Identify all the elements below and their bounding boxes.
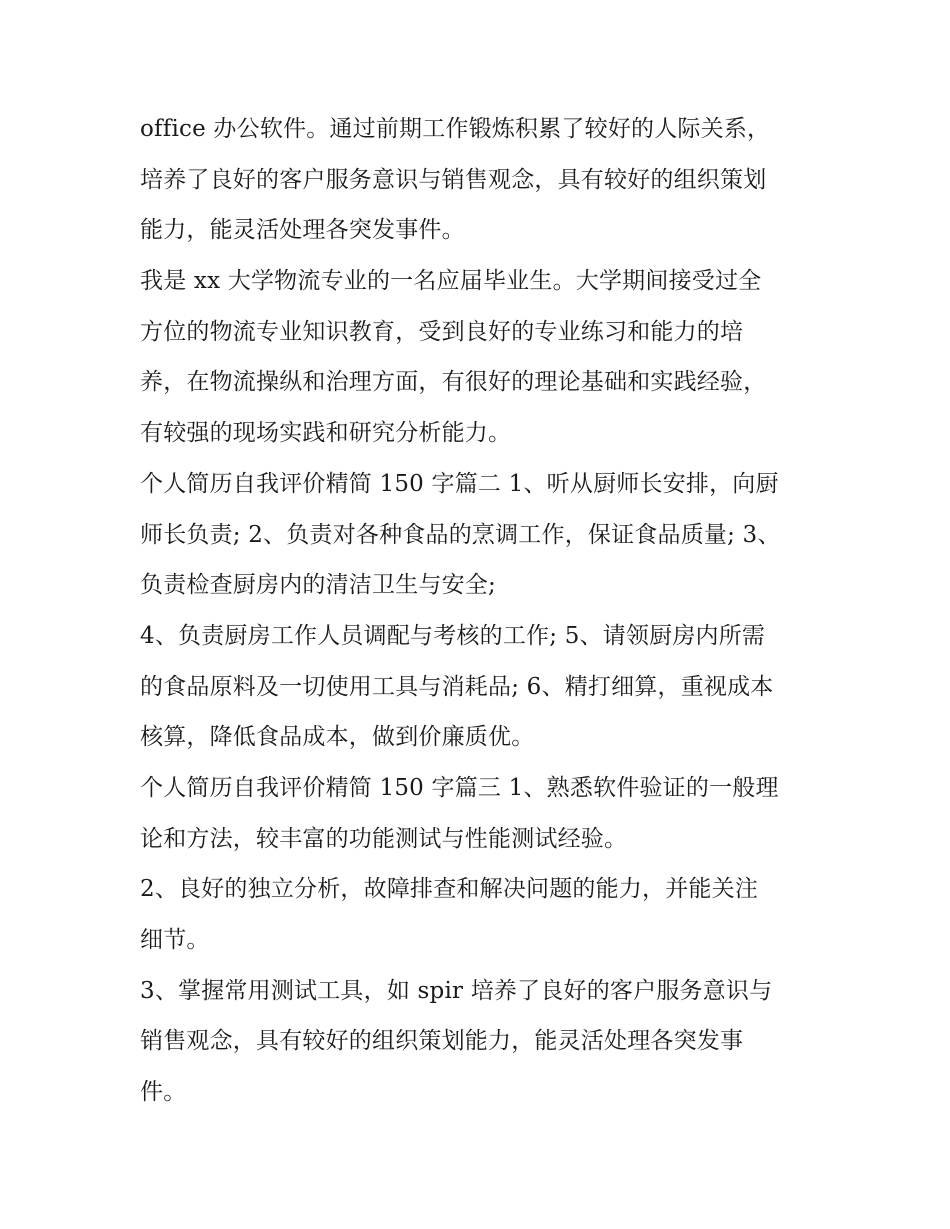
text-line-14: 个人简历自我评价精简 150 字篇三 1、熟悉软件验证的一般理	[140, 774, 779, 801]
text-line-3: 能力，能灵活处理各突发事件。	[140, 217, 465, 244]
text-line-20: 件。	[140, 1079, 187, 1106]
text-line-12: 的食品原料及一切使用工具与消耗品; 6、精打细算，重视成本	[140, 673, 774, 700]
text-line-19: 销售观念，具有较好的组织策划能力，能灵活处理各突发事	[140, 1028, 744, 1055]
text-line-9: 师长负责; 2、负责对各种食品的烹调工作，保证食品质量; 3、	[140, 521, 781, 548]
text-line-10: 负责检查厨房内的清洁卫生与安全;	[140, 572, 496, 599]
text-line-16: 2、良好的独立分析，故障排查和解决问题的能力，并能关注	[140, 876, 759, 903]
text-line-2: 培养了良好的客户服务意识与销售观念，具有较好的组织策划	[140, 166, 767, 193]
text-line-18: 3、掌握常用测试工具，如 spir 培养了良好的客户服务意识与	[140, 977, 773, 1004]
text-line-8: 个人简历自我评价精简 150 字篇二 1、听从厨师长安排，向厨	[140, 470, 779, 497]
text-line-15: 论和方法，较丰富的功能测试与性能测试经验。	[140, 825, 628, 852]
text-line-6: 养，在物流操纵和治理方面，有很好的理论基础和实践经验，	[140, 369, 767, 396]
text-line-7: 有较强的现场实践和研究分析能力。	[140, 420, 512, 447]
text-line-4: 我是 xx 大学物流专业的一名应届毕业生。大学期间接受过全	[140, 268, 762, 295]
text-line-13: 核算，降低食品成本，做到价廉质优。	[140, 724, 535, 751]
text-line-17: 细节。	[140, 927, 210, 953]
text-line-1: office 办公软件。通过前期工作锻炼积累了较好的人际关系，	[140, 116, 771, 142]
text-line-5: 方位的物流专业知识教育，受到良好的专业练习和能力的培	[140, 318, 744, 345]
text-line-11: 4、负责厨房工作人员调配与考核的工作; 5、请领厨房内所需	[140, 622, 766, 649]
document-body	[140, 104, 820, 1118]
